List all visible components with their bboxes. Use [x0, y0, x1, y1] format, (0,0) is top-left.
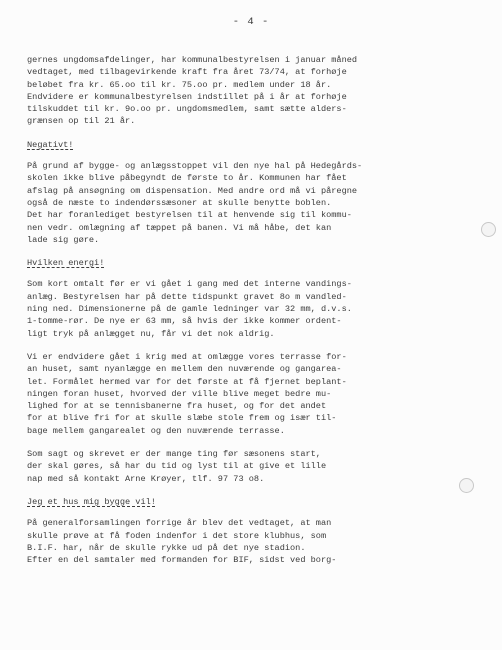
text-line: an huset, samt nyanlægge en mellem den nuværende og gangarea-	[27, 364, 342, 375]
text-line: skolen ikke blive påbegyndt de første to år. Kommunen har fået	[27, 173, 347, 184]
text-line: afslag på ansøgning om dispensation. Med andre ord må vi påregne	[27, 185, 358, 196]
text-line: nen vedr. omlægning af tæppet på banen. Vi må håbe, det kan	[27, 222, 332, 233]
section-heading-jeg-et-hus: Jeg et hus mig bygge vil!	[27, 496, 156, 507]
section-heading-hvilken-energi: Hvilken energi!	[27, 258, 105, 269]
text-line: lighed for at se tennisbanerne fra huset, og for det andet	[27, 401, 327, 412]
text-line: der skal gøres, så har du tid og lyst til at give et lille	[27, 461, 327, 472]
text-line: På generalforsamlingen forrige år blev det vedtaget, at man	[27, 518, 332, 529]
paragraph-vandingsanlaeg	[27, 278, 497, 339]
text-line: tilskuddet til kr. 9o.oo pr. ungdomsmedlem, samt sætte alders-	[27, 104, 347, 115]
text-line: for at blive fri for at skulle slæbe stole frem og især til-	[27, 413, 337, 424]
paragraph-terrasse	[27, 351, 497, 437]
page-number: - 4 -	[232, 16, 270, 28]
text-line: B.I.F. har, når de skulle rykke ud på det nye stadion.	[27, 542, 306, 553]
text-line: ning ned. Dimensionerne på de gamle ledninger var 32 mm, d.v.s.	[27, 304, 352, 315]
text-line: lade sig gøre.	[27, 234, 100, 245]
text-line: vedtaget, med tilbagevirkende kraft fra året 73/74, at forhøje	[27, 67, 347, 78]
paragraph-klubhus	[27, 517, 497, 566]
text-line: Det har foranlediget bestyrelsen til at henvende sig til kommu-	[27, 210, 352, 221]
text-line: også de næste to indendørssæsoner at skulle benytte boblen.	[27, 197, 332, 208]
text-line: På grund af bygge- og anlægsstoppet vil den nye hal på Hedegårds-	[27, 161, 363, 172]
text-line: Endvidere er kommunalbestyrelsen indstillet på i år at forhøje	[27, 91, 347, 102]
text-line: gernes ungdomsafdelinger, har kommunalbestyrelsen i januar måned	[27, 55, 358, 65]
text-line: anlæg. Bestyrelsen har på dette tidspunkt gravet 8o m vandled-	[27, 291, 347, 302]
text-line: beløbet fra kr. 65.oo til kr. 75.oo pr. medlem under 18 år.	[27, 79, 332, 90]
section-heading-negativt: Negativt!	[27, 139, 74, 150]
text-line: Efter en del samtaler med formanden for BIF, sidst ved borg-	[27, 555, 337, 566]
text-line: grænsen op til 21 år.	[27, 116, 136, 127]
text-line: Som kort omtalt før er vi gået i gang med det interne vandings-	[27, 279, 352, 290]
text-line: nap med så kontakt Arne Krøyer, tlf. 97 73 o8.	[27, 473, 265, 484]
text-line: let. Formålet hermed var for det første at få fjernet beplant-	[27, 376, 347, 387]
text-line: Som sagt og skrevet er der mange ting før sæsonens start,	[27, 449, 321, 460]
paragraph-youth-subsidy	[27, 54, 497, 128]
text-line: 1-tomme-rør. De nye er 63 mm, så hvis der ikke kommer ordent-	[27, 316, 342, 327]
text-line: Vi er endvidere gået i krig med at omlægge vores terrasse for-	[27, 351, 347, 362]
document-body	[27, 54, 497, 566]
text-line: ningen foran huset, hvorved der ville blive meget bedre mu-	[27, 388, 332, 399]
paragraph-negativt	[27, 160, 497, 246]
text-line: skulle prøve at få foden indenfor i det store klubhus, som	[27, 530, 327, 541]
text-line: ligt tryk på anlægget nu, får vi det nok aldrig.	[27, 328, 275, 339]
text-line: bage mellem gangarealet og den nuværende terrasse.	[27, 425, 285, 436]
paragraph-kontakt	[27, 448, 497, 485]
